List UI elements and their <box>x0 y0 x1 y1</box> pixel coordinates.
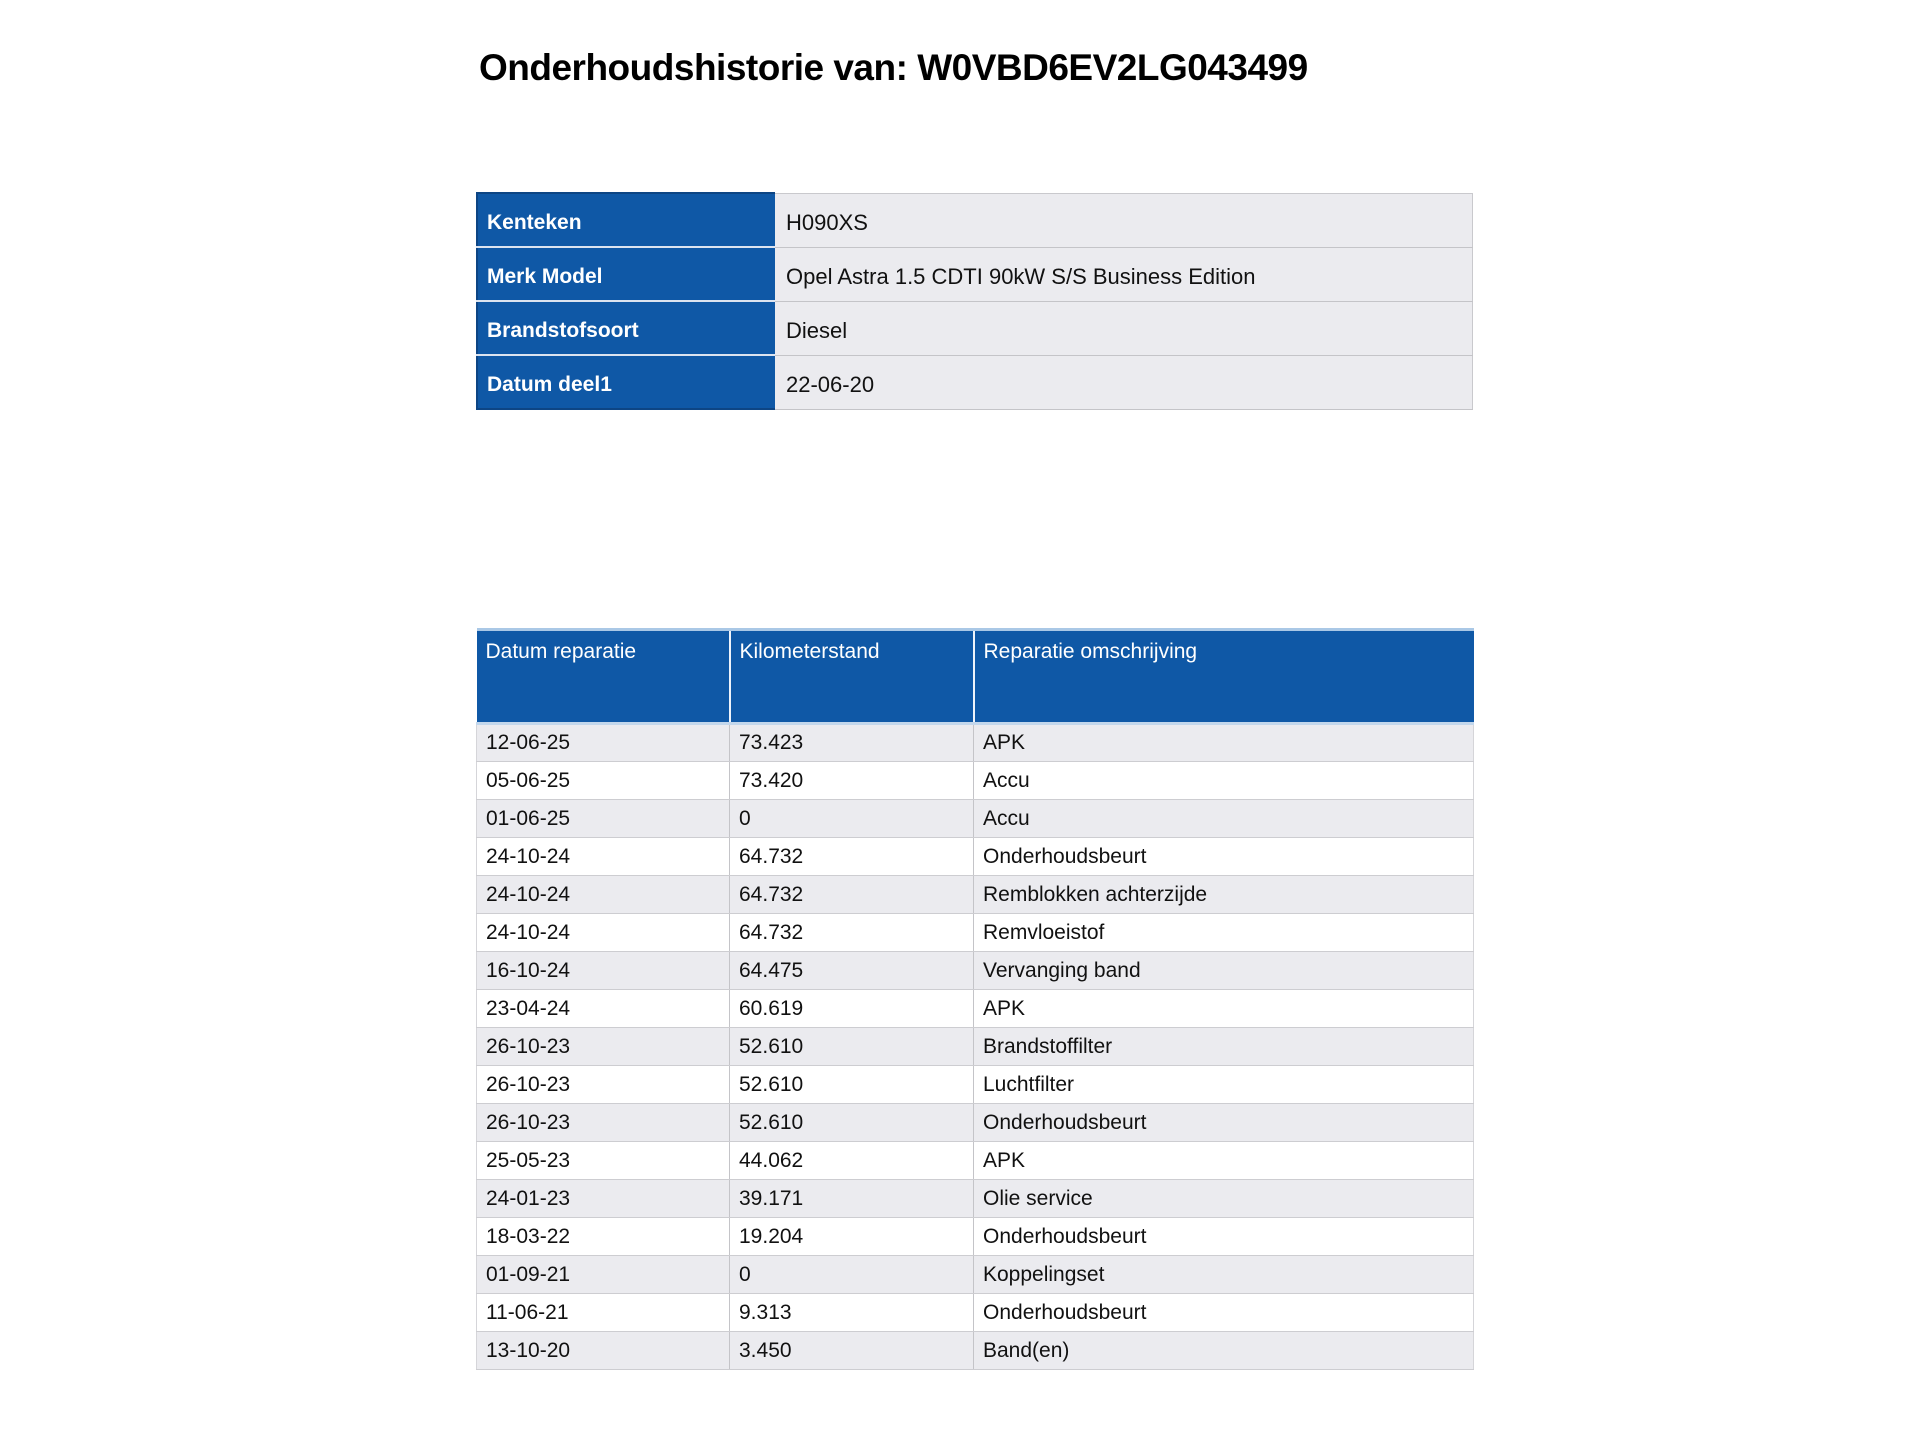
vehicle-info-label-kenteken: Kenteken <box>477 193 775 247</box>
col-header-kilometerstand: Kilometerstand <box>730 630 974 724</box>
desc-cell: Brandstoffilter <box>974 1028 1474 1066</box>
vehicle-info-value-brandstofsoort: Diesel <box>775 301 1473 355</box>
table-row <box>477 1332 1474 1370</box>
km-cell: 73.423 <box>730 724 974 762</box>
col-header-reparatie-omschrijving: Reparatie omschrijving <box>974 630 1474 724</box>
km-cell: 73.420 <box>730 762 974 800</box>
desc-cell: Olie service <box>974 1180 1474 1218</box>
service-history-table <box>476 628 1474 1370</box>
date-cell: 18-03-22 <box>477 1218 730 1256</box>
table-row <box>477 1066 1474 1104</box>
date-cell: 12-06-25 <box>477 724 730 762</box>
date-cell: 26-10-23 <box>477 1028 730 1066</box>
vehicle-info-value-datum-deel1: 22-06-20 <box>775 355 1473 409</box>
table-row <box>477 1218 1474 1256</box>
vehicle-info-table <box>476 192 1473 410</box>
desc-cell: APK <box>974 990 1474 1028</box>
km-cell: 52.610 <box>730 1066 974 1104</box>
desc-cell: Accu <box>974 762 1474 800</box>
desc-cell: Onderhoudsbeurt <box>974 838 1474 876</box>
vehicle-info-value-merk-model: Opel Astra 1.5 CDTI 90kW S/S Business Edition <box>775 247 1473 301</box>
desc-cell: Vervanging band <box>974 952 1474 990</box>
km-cell: 0 <box>730 800 974 838</box>
table-header-row <box>477 630 1474 724</box>
table-row <box>477 301 1473 355</box>
desc-cell: Onderhoudsbeurt <box>974 1218 1474 1256</box>
date-cell: 13-10-20 <box>477 1332 730 1370</box>
date-cell: 24-10-24 <box>477 914 730 952</box>
date-cell: 01-06-25 <box>477 800 730 838</box>
km-cell: 3.450 <box>730 1332 974 1370</box>
table-row <box>477 724 1474 762</box>
desc-cell: Accu <box>974 800 1474 838</box>
table-row <box>477 914 1474 952</box>
km-cell: 44.062 <box>730 1142 974 1180</box>
table-row <box>477 1294 1474 1332</box>
desc-cell: Remblokken achterzijde <box>974 876 1474 914</box>
km-cell: 64.475 <box>730 952 974 990</box>
date-cell: 11-06-21 <box>477 1294 730 1332</box>
date-cell: 01-09-21 <box>477 1256 730 1294</box>
desc-cell: Onderhoudsbeurt <box>974 1104 1474 1142</box>
date-cell: 23-04-24 <box>477 990 730 1028</box>
km-cell: 60.619 <box>730 990 974 1028</box>
desc-cell: APK <box>974 1142 1474 1180</box>
date-cell: 24-10-24 <box>477 838 730 876</box>
date-cell: 25-05-23 <box>477 1142 730 1180</box>
date-cell: 16-10-24 <box>477 952 730 990</box>
table-row <box>477 1142 1474 1180</box>
table-row <box>477 762 1474 800</box>
date-cell: 05-06-25 <box>477 762 730 800</box>
table-row <box>477 990 1474 1028</box>
table-row <box>477 247 1473 301</box>
date-cell: 24-10-24 <box>477 876 730 914</box>
table-row <box>477 952 1474 990</box>
km-cell: 64.732 <box>730 838 974 876</box>
page-title: Onderhoudshistorie van: W0VBD6EV2LG043499 <box>479 46 1308 88</box>
date-cell: 24-01-23 <box>477 1180 730 1218</box>
km-cell: 19.204 <box>730 1218 974 1256</box>
desc-cell: Band(en) <box>974 1332 1474 1370</box>
date-cell: 26-10-23 <box>477 1066 730 1104</box>
table-row <box>477 838 1474 876</box>
table-row <box>477 193 1473 247</box>
col-header-datum-reparatie: Datum reparatie <box>477 630 730 724</box>
desc-cell: APK <box>974 724 1474 762</box>
km-cell: 9.313 <box>730 1294 974 1332</box>
km-cell: 52.610 <box>730 1104 974 1142</box>
table-row <box>477 1104 1474 1142</box>
desc-cell: Remvloeistof <box>974 914 1474 952</box>
table-row <box>477 355 1473 409</box>
desc-cell: Onderhoudsbeurt <box>974 1294 1474 1332</box>
km-cell: 64.732 <box>730 876 974 914</box>
desc-cell: Luchtfilter <box>974 1066 1474 1104</box>
vehicle-info-value-kenteken: H090XS <box>775 193 1473 247</box>
vehicle-info-label-merk-model: Merk Model <box>477 247 775 301</box>
km-cell: 39.171 <box>730 1180 974 1218</box>
desc-cell: Koppelingset <box>974 1256 1474 1294</box>
km-cell: 52.610 <box>730 1028 974 1066</box>
table-row <box>477 1256 1474 1294</box>
table-row <box>477 876 1474 914</box>
vehicle-info-label-datum-deel1: Datum deel1 <box>477 355 775 409</box>
vehicle-info-label-brandstofsoort: Brandstofsoort <box>477 301 775 355</box>
km-cell: 64.732 <box>730 914 974 952</box>
km-cell: 0 <box>730 1256 974 1294</box>
date-cell: 26-10-23 <box>477 1104 730 1142</box>
table-row <box>477 1180 1474 1218</box>
table-row <box>477 1028 1474 1066</box>
table-row <box>477 800 1474 838</box>
